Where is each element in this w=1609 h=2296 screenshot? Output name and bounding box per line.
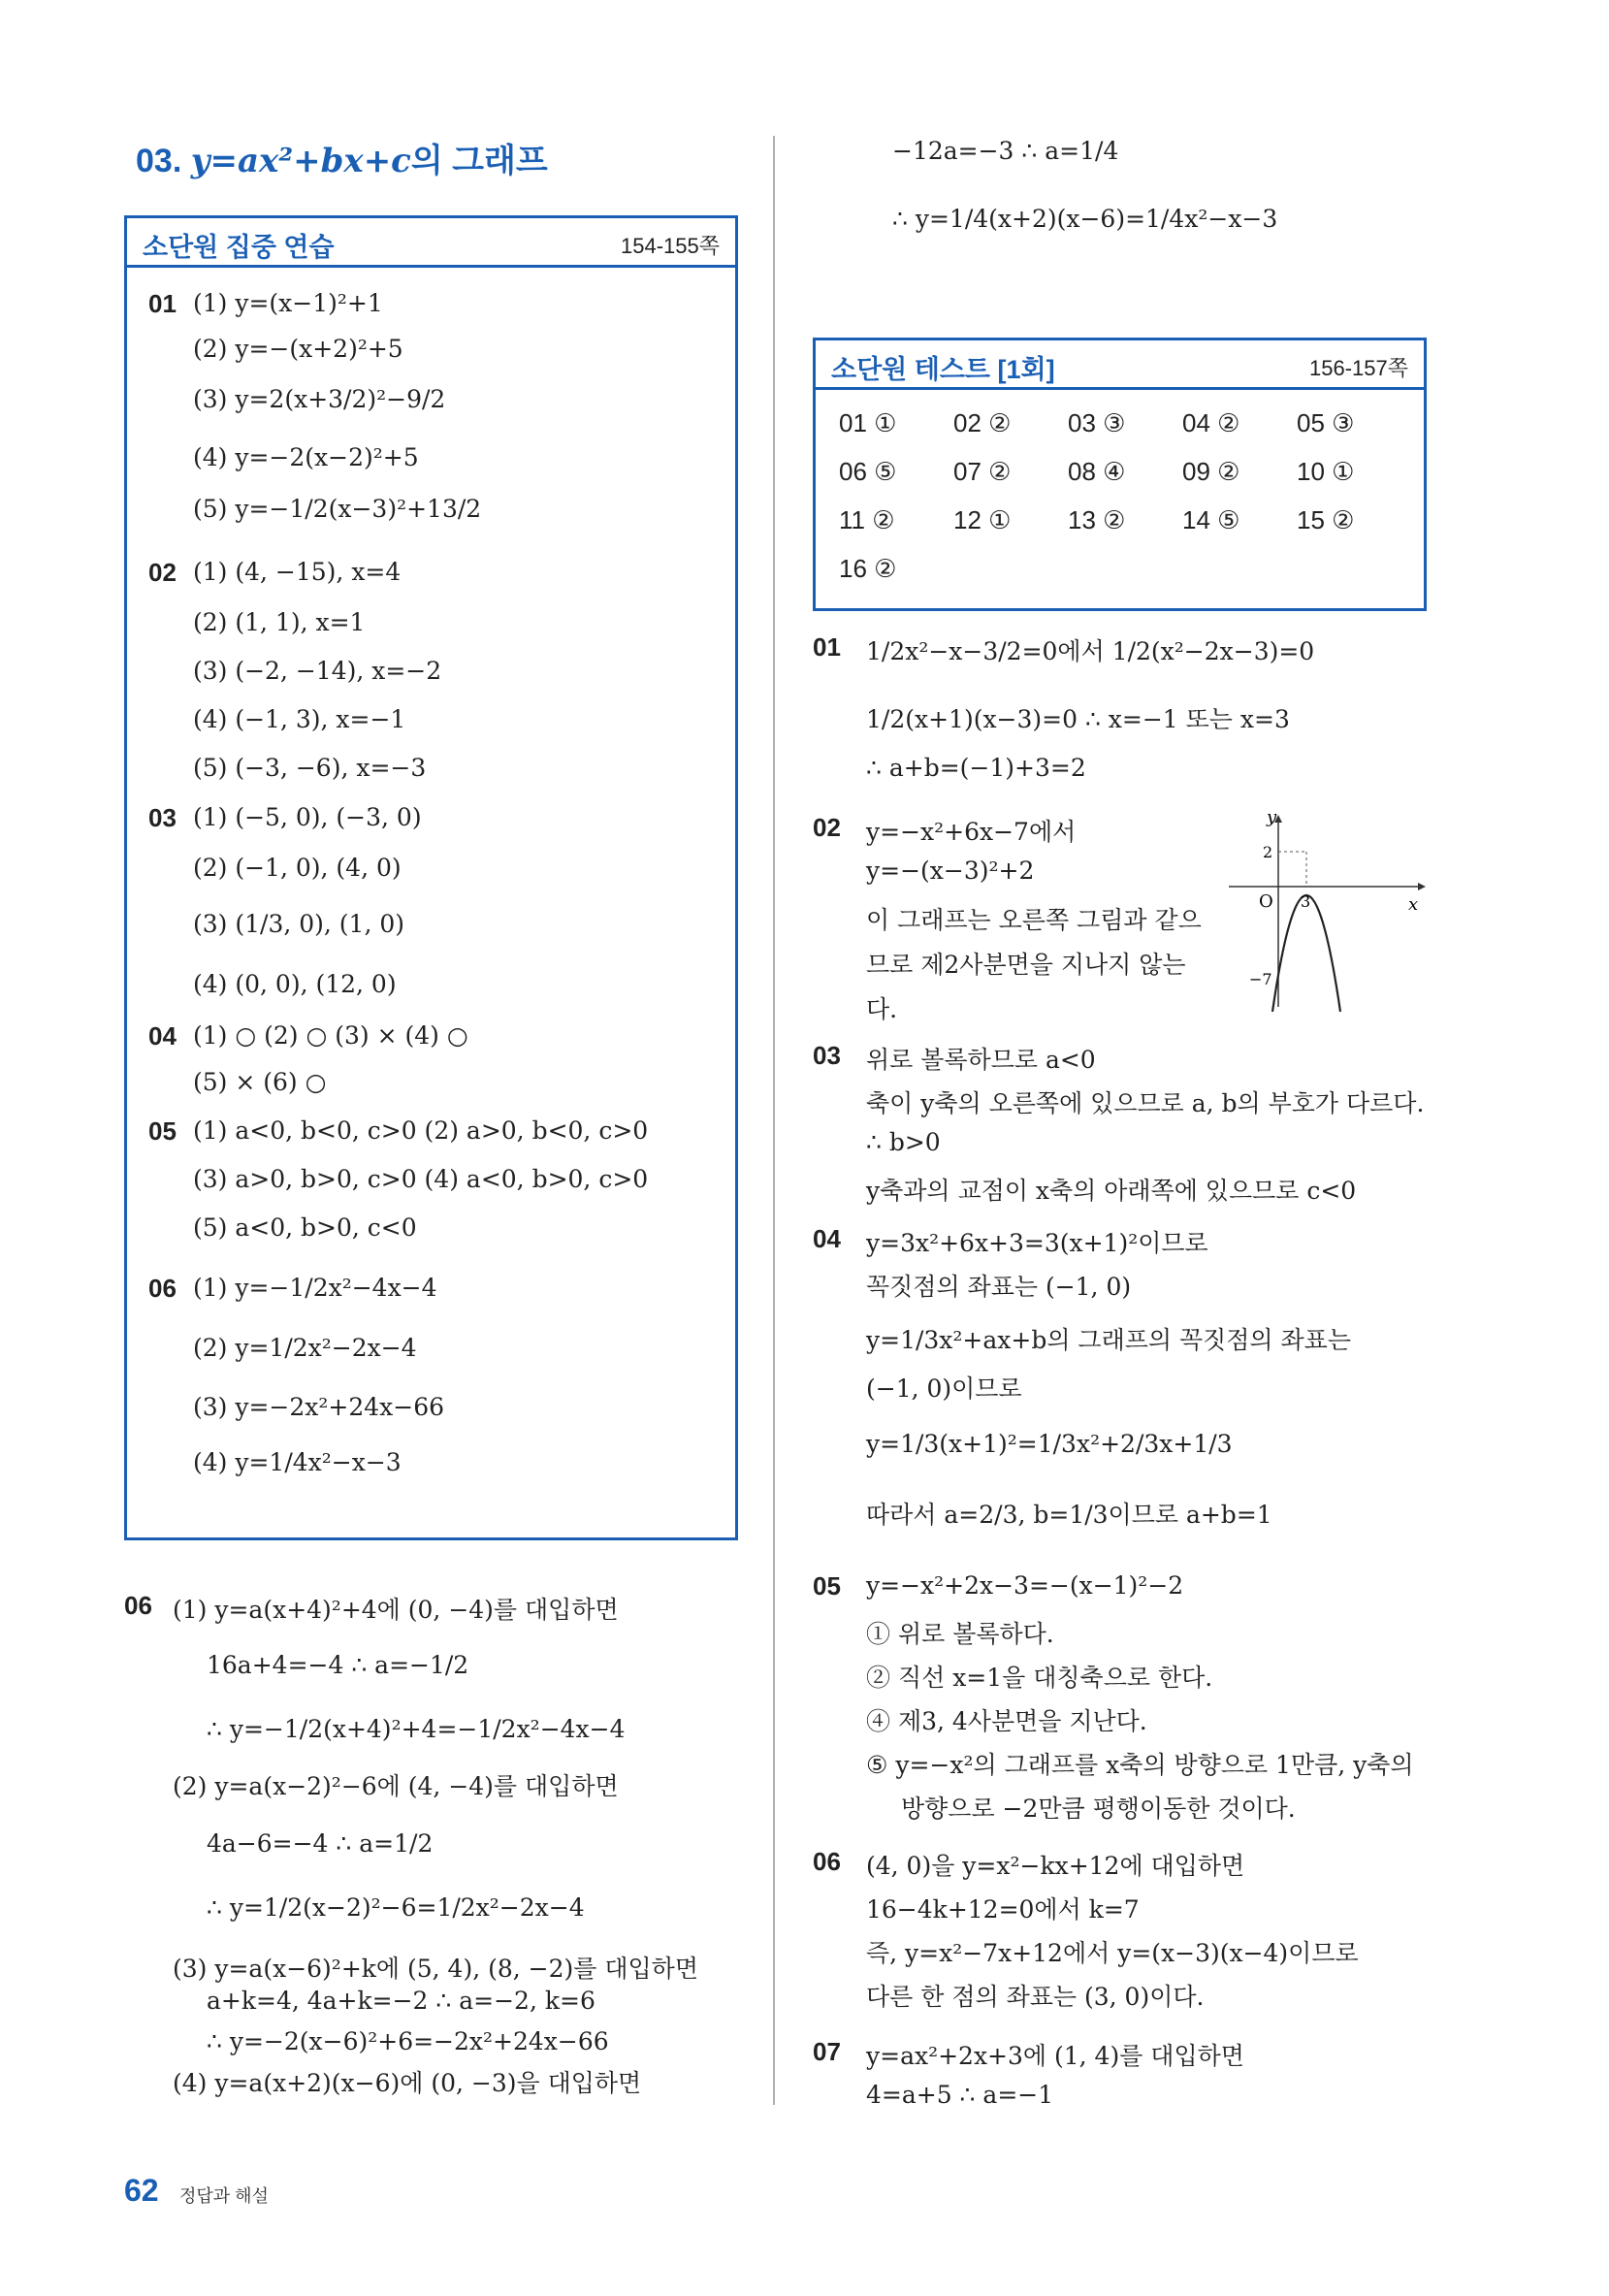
practice-item-text: (2) y=1/2x²−2x−4 — [193, 1334, 417, 1362]
practice-box-header — [127, 218, 735, 268]
solution-line: y=−(x−3)²+2 — [866, 857, 1035, 885]
practice-item-text: (2) y=−(x+2)²+5 — [193, 335, 403, 363]
page-number: 62 — [124, 2173, 159, 2208]
solution-line: y=ax²+2x+3에 (1, 4)를 대입하면 — [866, 2042, 1244, 2070]
practice-box — [124, 215, 738, 1540]
left-solution-line: (4) y=a(x+2)(x−6)에 (0, −3)을 대입하면 — [173, 2069, 642, 2097]
parabola-graph — [1224, 813, 1428, 1012]
test-answer: 09 ② — [1182, 457, 1240, 486]
solution-line: 1/2x²−x−3/2=0에서 1/2(x²−2x−3)=0 — [866, 637, 1315, 665]
practice-item-text: (1) (4, −15), x=4 — [193, 558, 402, 586]
solution-number: 02 — [813, 813, 841, 842]
column-divider — [773, 136, 775, 2105]
left-solution-line: a+k=4, 4a+k=−2 ∴ a=−2, k=6 — [207, 1987, 595, 2015]
test-box-pages: 156-157쪽 — [1309, 356, 1408, 380]
practice-item-text: (1) y=(x−1)²+1 — [193, 289, 383, 317]
solution-line: 16−4k+12=0에서 k=7 — [866, 1895, 1140, 1924]
page-label: 정답과 해설 — [179, 2186, 269, 2206]
solution-line: ② 직선 x=1을 대칭축으로 한다. — [866, 1664, 1213, 1692]
graph-y-tick-bottom: −7 — [1249, 970, 1272, 988]
graph-x-tick: 3 — [1301, 892, 1311, 911]
test-answer: 03 ③ — [1068, 408, 1126, 437]
left-solution-line: 16a+4=−4 ∴ a=−1/2 — [207, 1651, 469, 1679]
graph-origin-label: O — [1259, 891, 1273, 912]
test-answer: 07 ② — [953, 457, 1012, 486]
practice-item-text: (3) (−2, −14), x=−2 — [193, 657, 442, 685]
solution-line: (−1, 0)이므로 — [866, 1374, 1022, 1403]
solution-line: 위로 볼록하므로 a<0 — [866, 1046, 1096, 1074]
solution-line: 꼭짓점의 좌표는 (−1, 0) — [866, 1273, 1132, 1301]
solution-line: 따라서 a=2/3, b=1/3이므로 a+b=1 — [866, 1501, 1272, 1529]
solution-number: 06 — [813, 1847, 841, 1876]
practice-item-text: (3) y=2(x+3/2)²−9/2 — [193, 385, 446, 413]
solution-line: 다른 한 점의 좌표는 (3, 0)이다. — [866, 1983, 1205, 2011]
solution-line: ∴ a+b=(−1)+3=2 — [866, 754, 1086, 782]
test-answer: 01 ① — [839, 408, 897, 437]
test-answer: 05 ③ — [1297, 408, 1355, 437]
solution-number: 07 — [813, 2037, 841, 2066]
test-answer: 02 ② — [953, 408, 1012, 437]
x-axis-arrow — [1418, 883, 1426, 890]
section-title — [136, 134, 548, 181]
test-answer: 14 ⑤ — [1182, 505, 1240, 534]
practice-item-text: (1) a<0, b<0, c>0 (2) a>0, b<0, c>0 — [193, 1116, 649, 1145]
practice-item-text: (3) y=−2x²+24x−66 — [193, 1393, 445, 1421]
solution-number: 04 — [813, 1224, 841, 1253]
solution-number: 01 — [813, 632, 841, 662]
graph-y-tick-top: 2 — [1263, 843, 1273, 861]
practice-item-text: (5) (−3, −6), x=−3 — [193, 754, 427, 782]
practice-item-text: (5) y=−1/2(x−3)²+13/2 — [193, 495, 482, 523]
practice-item-text: (4) y=1/4x²−x−3 — [193, 1448, 402, 1476]
solution-line: y=−x²+6x−7에서 — [866, 818, 1077, 846]
graph-y-label: y — [1267, 813, 1277, 827]
practice-item-text: (5) × (6) ○ — [193, 1068, 327, 1096]
solution-number: 03 — [813, 1041, 841, 1070]
solution-line: 즉, y=x²−7x+12에서 y=(x−3)(x−4)이므로 — [866, 1939, 1359, 1967]
left-solution-line: 4a−6=−4 ∴ a=1/2 — [207, 1829, 434, 1858]
solution-line: (4, 0)을 y=x²−kx+12에 대입하면 — [866, 1852, 1245, 1880]
solution-number: 05 — [813, 1571, 841, 1601]
section-number: 03. — [136, 143, 182, 179]
practice-item-text: (2) (1, 1), x=1 — [193, 608, 366, 636]
left-solution-line: ∴ y=−2(x−6)²+6=−2x²+24x−66 — [207, 2027, 609, 2055]
test-answer: 13 ② — [1068, 505, 1126, 534]
test-answer: 08 ④ — [1068, 457, 1126, 486]
test-answer: 04 ② — [1182, 408, 1240, 437]
solution-line: ④ 제3, 4사분면을 지난다. — [866, 1707, 1147, 1735]
left-solution-number: 06 — [124, 1591, 152, 1620]
test-answer: 11 ② — [839, 505, 895, 534]
left-solution-line: (1) y=a(x+4)²+4에 (0, −4)를 대입하면 — [173, 1596, 619, 1624]
test-answer: 12 ① — [953, 505, 1012, 534]
solution-line: 1/2(x+1)(x−3)=0 ∴ x=−1 또는 x=3 — [866, 705, 1290, 733]
practice-item-number: 05 — [148, 1116, 177, 1146]
right-top-line: ∴ y=1/4(x+2)(x−6)=1/4x²−x−3 — [892, 205, 1278, 233]
practice-item-text: (3) a>0, b>0, c>0 (4) a<0, b>0, c>0 — [193, 1165, 649, 1193]
practice-item-number: 04 — [148, 1021, 177, 1051]
test-answer: 10 ① — [1297, 457, 1355, 486]
test-box-header — [816, 340, 1424, 390]
test-box-heading: 소단원 테스트 [1회] — [831, 355, 1055, 384]
practice-item-number: 01 — [148, 289, 177, 318]
solution-line: 축이 y축의 오른쪽에 있으므로 a, b의 부호가 다르다. — [866, 1089, 1425, 1117]
solution-line: 다. — [866, 995, 898, 1023]
graph-x-label: x — [1408, 894, 1419, 915]
practice-item-text: (4) y=−2(x−2)²+5 — [193, 443, 419, 471]
solution-line: ① 위로 볼록하다. — [866, 1620, 1054, 1648]
solution-line: 므로 제2사분면을 지나지 않는 — [866, 951, 1186, 979]
practice-item-number: 06 — [148, 1274, 177, 1303]
test-box — [813, 338, 1427, 611]
practice-item-text: (3) (1/3, 0), (1, 0) — [193, 910, 405, 938]
parabola-curve — [1272, 895, 1340, 1012]
solution-line: y축과의 교점이 x축의 아래쪽에 있으므로 c<0 — [866, 1177, 1357, 1205]
section-suffix: 의 그래프 — [410, 143, 548, 179]
left-solution-line: (3) y=a(x−6)²+k에 (5, 4), (8, −2)를 대입하면 — [173, 1955, 698, 1983]
practice-item-text: (5) a<0, b>0, c<0 — [193, 1213, 417, 1242]
solution-line: 방향으로 −2만큼 평행이동한 것이다. — [901, 1795, 1296, 1823]
solution-line: y=1/3x²+ax+b의 그래프의 꼭짓점의 좌표는 — [866, 1326, 1351, 1354]
practice-item-text: (4) (−1, 3), x=−1 — [193, 705, 406, 733]
practice-box-pages: 154-155쪽 — [621, 234, 720, 258]
practice-item-text: (2) (−1, 0), (4, 0) — [193, 854, 402, 882]
solution-line: y=1/3(x+1)²=1/3x²+2/3x+1/3 — [866, 1430, 1233, 1458]
solution-line: ⑤ y=−x²의 그래프를 x축의 방향으로 1만큼, y축의 — [866, 1751, 1414, 1779]
solution-line: 이 그래프는 오른쪽 그림과 같으 — [866, 906, 1202, 934]
practice-item-text: (1) (−5, 0), (−3, 0) — [193, 803, 422, 831]
practice-item-number: 03 — [148, 803, 177, 832]
practice-item-text: (4) (0, 0), (12, 0) — [193, 970, 397, 998]
left-solution-line: ∴ y=1/2(x−2)²−6=1/2x²−2x−4 — [207, 1893, 585, 1922]
test-answer: 16 ② — [839, 554, 897, 583]
practice-item-number: 02 — [148, 558, 177, 587]
practice-item-text: (1) y=−1/2x²−4x−4 — [193, 1274, 437, 1302]
right-top-line: −12a=−3 ∴ a=1/4 — [892, 137, 1119, 165]
left-solution-line: (2) y=a(x−2)²−6에 (4, −4)를 대입하면 — [173, 1772, 619, 1800]
solution-line: y=−x²+2x−3=−(x−1)²−2 — [866, 1571, 1184, 1600]
left-solution-line: ∴ y=−1/2(x+4)²+4=−1/2x²−4x−4 — [207, 1715, 626, 1743]
test-answer: 15 ② — [1297, 505, 1355, 534]
practice-box-heading: 소단원 집중 연습 — [143, 233, 335, 262]
left-solution — [124, 1581, 745, 2124]
right-top-lines — [815, 131, 1494, 247]
section-formula: y=ax²+bx+c — [190, 142, 411, 180]
solution-line: ∴ b>0 — [866, 1128, 941, 1156]
practice-item-text: (1) ○ (2) ○ (3) × (4) ○ — [193, 1021, 468, 1050]
solution-line: y=3x²+6x+3=3(x+1)²이므로 — [866, 1229, 1208, 1257]
solution-line: 4=a+5 ∴ a=−1 — [866, 2081, 1054, 2109]
test-answer: 06 ⑤ — [839, 457, 897, 486]
